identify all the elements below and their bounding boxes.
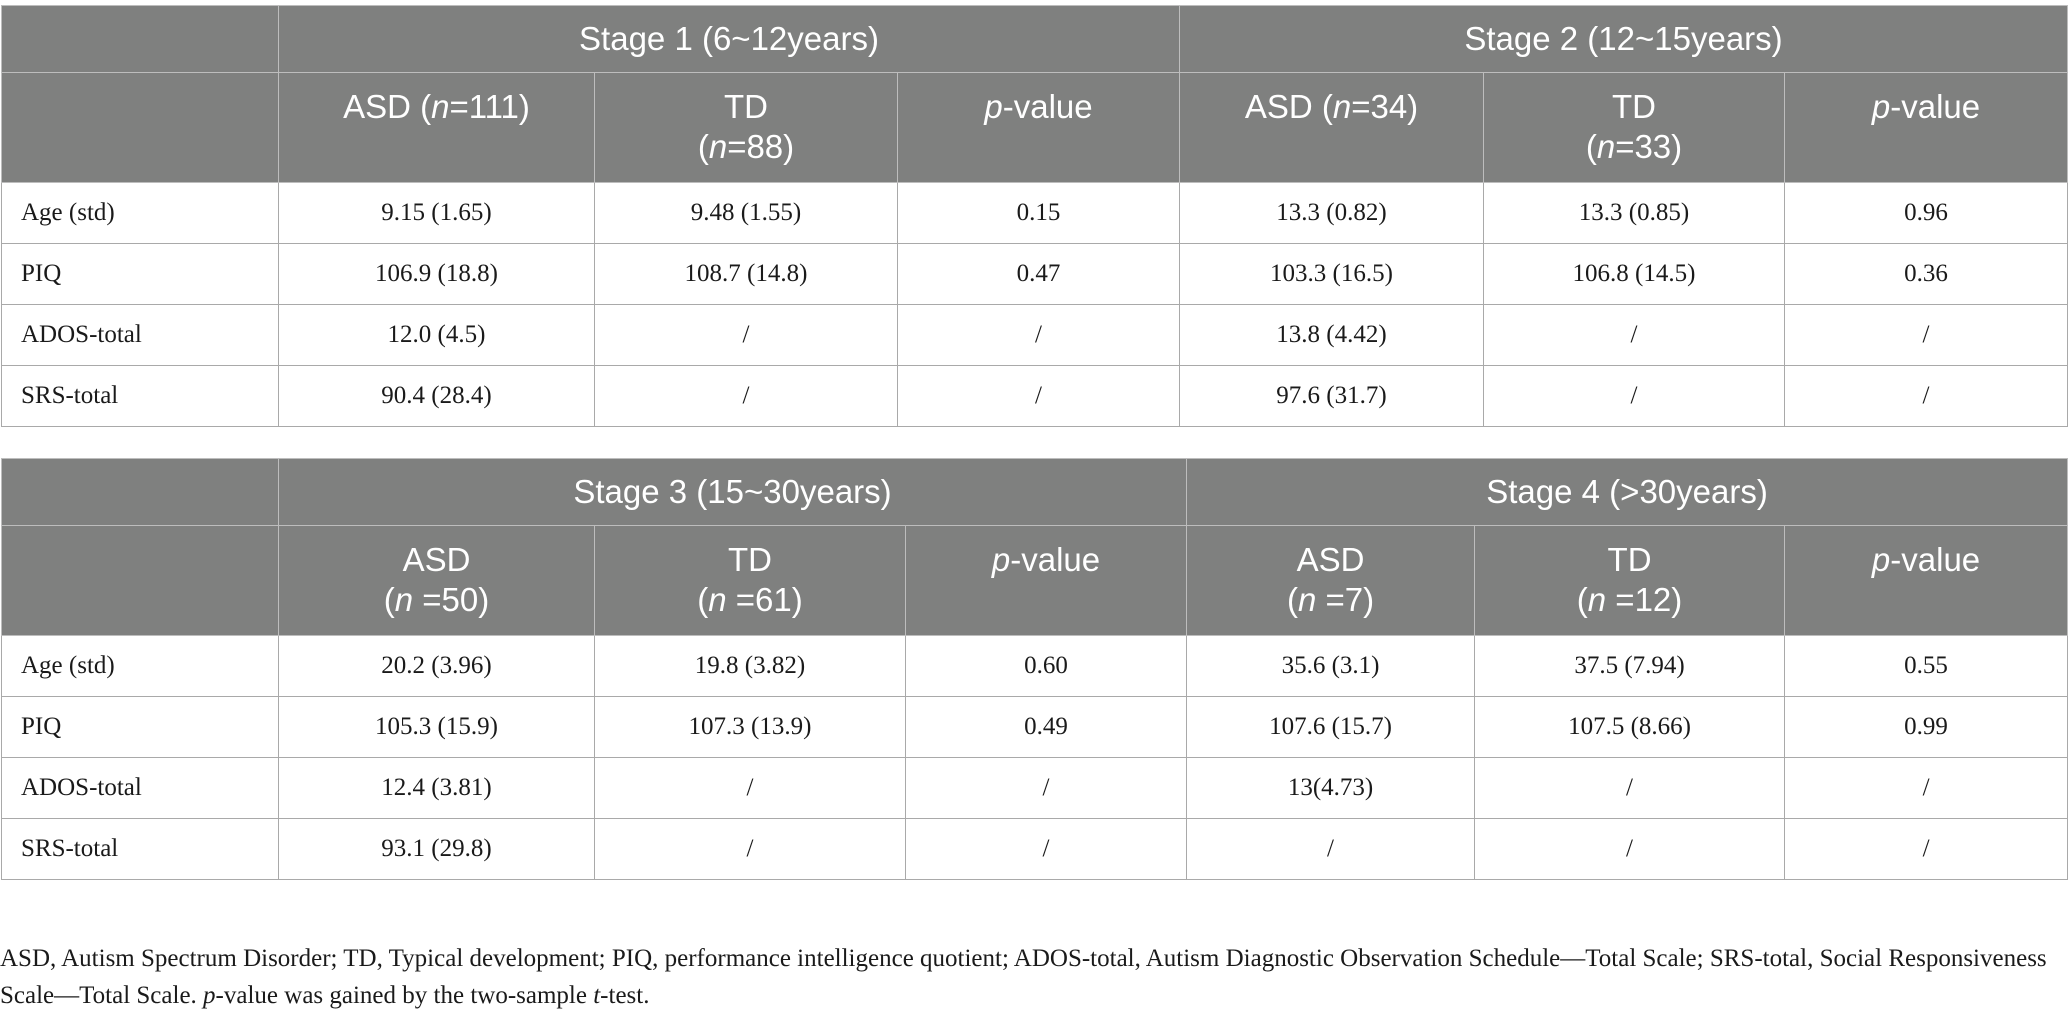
column-header: ASD (n =7) (1187, 526, 1475, 636)
table-cell: / (1475, 758, 1785, 819)
row-label: SRS-total (2, 819, 279, 880)
stage-header: Stage 3 (15~30years) (279, 459, 1187, 526)
stage-header: Stage 1 (6~12years) (279, 6, 1180, 73)
column-header-row (2, 526, 2068, 636)
stage-header-row (2, 459, 2068, 526)
stage-1-2-table (1, 5, 2068, 427)
table-row (2, 819, 2068, 880)
table-cell: 106.9 (18.8) (279, 244, 595, 305)
table-cell: 13.8 (4.42) (1180, 305, 1484, 366)
table-cell: / (1785, 758, 2068, 819)
column-header: p-value (1785, 526, 2068, 636)
table-row (2, 366, 2068, 427)
table-row (2, 697, 2068, 758)
table-cell: 35.6 (3.1) (1187, 636, 1475, 697)
table-cell: / (595, 305, 898, 366)
column-header: ASD (n=111) (279, 73, 595, 183)
column-header: p-value (898, 73, 1180, 183)
table-cell: / (906, 819, 1187, 880)
column-header: TD (n =61) (595, 526, 906, 636)
table-cell: 0.96 (1785, 183, 2068, 244)
table-cell: / (906, 758, 1187, 819)
table-cell: 9.15 (1.65) (279, 183, 595, 244)
stage-header: Stage 2 (12~15years) (1180, 6, 2068, 73)
table-row (2, 305, 2068, 366)
row-label: ADOS-total (2, 758, 279, 819)
column-header: ASD (n =50) (279, 526, 595, 636)
table-cell: 97.6 (31.7) (1180, 366, 1484, 427)
table-cell: 106.8 (14.5) (1484, 244, 1785, 305)
table-cell: 12.4 (3.81) (279, 758, 595, 819)
table-cell: 0.60 (906, 636, 1187, 697)
table-row (2, 244, 2068, 305)
table-footnote: ASD, Autism Spectrum Disorder; TD, Typical development; PIQ, performance intelligence quotient; ADOS-total, Autism Diagnostic Observation Schedule—Total Scale; SRS-total, Social Responsiveness Scale—Total Scale. p-value was gained by the two-sample t-test. (0, 945, 2047, 1009)
row-label: PIQ (2, 697, 279, 758)
table-cell: 0.47 (898, 244, 1180, 305)
column-header: TD (n=88) (595, 73, 898, 183)
row-label: PIQ (2, 244, 279, 305)
table-cell: 19.8 (3.82) (595, 636, 906, 697)
table-cell: / (1785, 305, 2068, 366)
row-label: SRS-total (2, 366, 279, 427)
column-header: p-value (1785, 73, 2068, 183)
table-cell: / (898, 305, 1180, 366)
table-cell: 0.99 (1785, 697, 2068, 758)
corner-cell (2, 73, 279, 183)
table-cell: / (1785, 819, 2068, 880)
table-cell: 13.3 (0.82) (1180, 183, 1484, 244)
column-header: TD (n=33) (1484, 73, 1785, 183)
table-cell: 13(4.73) (1187, 758, 1475, 819)
table-cell: 20.2 (3.96) (279, 636, 595, 697)
table-cell: 0.55 (1785, 636, 2068, 697)
table-cell: 0.49 (906, 697, 1187, 758)
table-cell: 37.5 (7.94) (1475, 636, 1785, 697)
table-row (2, 636, 2068, 697)
table-row (2, 183, 2068, 244)
table-cell: / (1187, 819, 1475, 880)
table-cell: 9.48 (1.55) (595, 183, 898, 244)
corner-cell (2, 6, 279, 73)
table-cell: 0.36 (1785, 244, 2068, 305)
table-cell: / (1475, 819, 1785, 880)
table-cell: / (898, 366, 1180, 427)
table-cell: / (1785, 366, 2068, 427)
table-cell: / (1484, 305, 1785, 366)
row-label: Age (std) (2, 183, 279, 244)
table-cell: 13.3 (0.85) (1484, 183, 1785, 244)
column-header: TD (n =12) (1475, 526, 1785, 636)
stage-3-4-table (1, 458, 2068, 880)
table-cell: 108.7 (14.8) (595, 244, 898, 305)
stage-header: Stage 4 (>30years) (1187, 459, 2068, 526)
table-cell: 107.5 (8.66) (1475, 697, 1785, 758)
table-cell: / (1484, 366, 1785, 427)
corner-cell (2, 459, 279, 526)
table-cell: 0.15 (898, 183, 1180, 244)
row-label: ADOS-total (2, 305, 279, 366)
column-header: p-value (906, 526, 1187, 636)
column-header-row (2, 73, 2068, 183)
table-cell: 105.3 (15.9) (279, 697, 595, 758)
column-header: ASD (n=34) (1180, 73, 1484, 183)
table-cell: / (595, 819, 906, 880)
table-cell: / (595, 366, 898, 427)
table-cell: 107.3 (13.9) (595, 697, 906, 758)
row-label: Age (std) (2, 636, 279, 697)
table-row (2, 758, 2068, 819)
table-cell: / (595, 758, 906, 819)
corner-cell (2, 526, 279, 636)
table-cell: 12.0 (4.5) (279, 305, 595, 366)
stage-header-row (2, 6, 2068, 73)
table-cell: 103.3 (16.5) (1180, 244, 1484, 305)
table-cell: 93.1 (29.8) (279, 819, 595, 880)
table-cell: 90.4 (28.4) (279, 366, 595, 427)
table-cell: 107.6 (15.7) (1187, 697, 1475, 758)
